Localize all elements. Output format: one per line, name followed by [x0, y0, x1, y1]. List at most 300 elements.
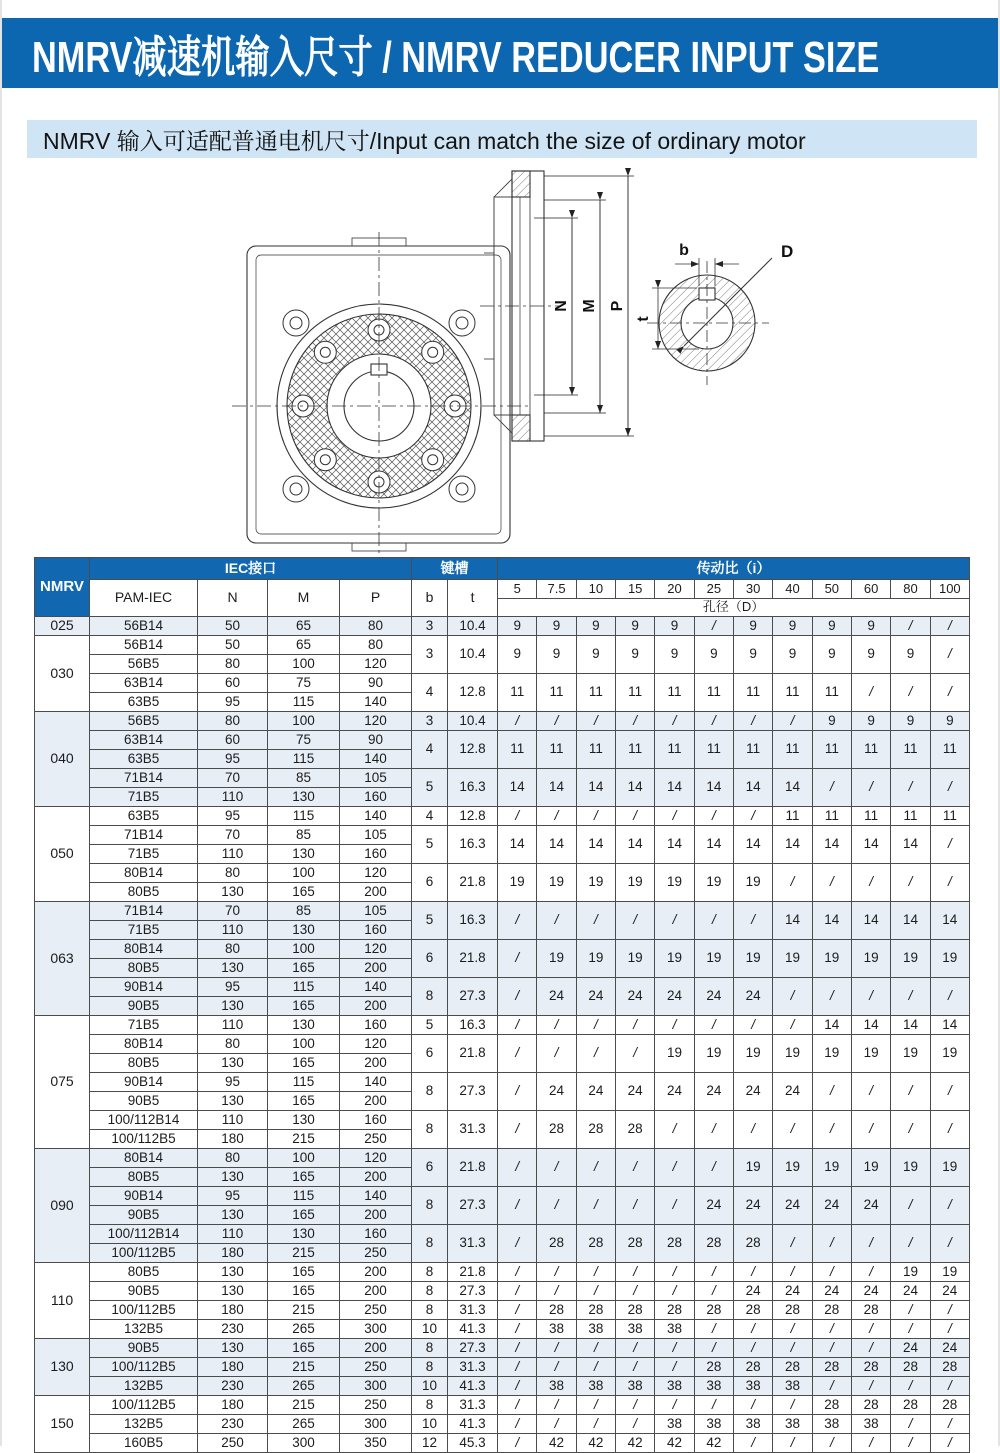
keyway-b-cell: 12 [412, 1434, 448, 1453]
bore-diameter-cell: / [498, 1073, 537, 1111]
dim-p-cell: 200 [340, 1054, 412, 1073]
bore-diameter-cell: 19 [655, 1035, 694, 1073]
bore-diameter-cell: 28 [576, 1225, 615, 1263]
bore-diameter-cell: 19 [773, 1149, 812, 1187]
dim-n-cell: 130 [198, 1206, 268, 1225]
dim-n-cell: 180 [198, 1244, 268, 1263]
bore-diameter-cell: / [498, 1016, 537, 1035]
keyway-t-cell: 21.8 [448, 864, 498, 902]
bore-diameter-cell: / [498, 1396, 537, 1415]
bore-diameter-cell: / [812, 1434, 851, 1453]
bore-diameter-cell: / [851, 674, 890, 712]
dim-p-cell: 200 [340, 1206, 412, 1225]
bore-diameter-cell: 28 [891, 1358, 930, 1377]
bore-diameter-cell: / [851, 769, 890, 807]
header-ratio-value: 40 [773, 580, 812, 599]
bore-diameter-cell: 24 [851, 1282, 890, 1301]
bore-diameter-cell: 14 [851, 826, 890, 864]
header-keyway-group: 键槽 [412, 558, 498, 580]
dim-p-cell: 120 [340, 1035, 412, 1054]
bore-diameter-cell: 28 [537, 1111, 576, 1149]
table-row [35, 1073, 970, 1092]
bore-diameter-cell: / [537, 1263, 576, 1282]
bore-diameter-cell: / [812, 1339, 851, 1358]
bore-diameter-cell: 24 [537, 1073, 576, 1111]
bore-diameter-cell: / [655, 1358, 694, 1377]
bore-diameter-cell: / [498, 1434, 537, 1453]
bore-diameter-cell: 9 [851, 636, 890, 674]
bore-diameter-cell: / [773, 864, 812, 902]
bore-diameter-cell: 11 [891, 807, 930, 826]
keyway-t-cell: 27.3 [448, 1073, 498, 1111]
bore-diameter-cell: / [851, 1377, 890, 1396]
bore-diameter-cell: / [498, 712, 537, 731]
bore-diameter-cell: / [891, 1415, 930, 1434]
bore-diameter-cell: 11 [851, 807, 890, 826]
bore-diameter-cell: / [576, 807, 615, 826]
pam-iec-cell: 63B5 [90, 750, 198, 769]
pam-iec-cell: 71B5 [90, 845, 198, 864]
bore-diameter-cell: 28 [812, 1396, 851, 1415]
bore-diameter-cell: 28 [851, 1396, 890, 1415]
keyway-b-cell: 4 [412, 807, 448, 826]
nmrv-size-cell: 050 [35, 807, 90, 902]
bore-diameter-cell: 11 [537, 674, 576, 712]
bore-diameter-cell: / [537, 807, 576, 826]
bore-diameter-cell: / [930, 636, 969, 674]
keyway-t-cell: 21.8 [448, 1149, 498, 1187]
bore-diameter-cell: / [655, 1149, 694, 1187]
bore-diameter-cell: 28 [694, 1358, 733, 1377]
bore-diameter-cell: 38 [734, 1415, 773, 1434]
table-row [35, 1149, 970, 1168]
bore-diameter-cell: / [655, 712, 694, 731]
bore-diameter-cell: 14 [812, 1016, 851, 1035]
dim-p-cell: 200 [340, 883, 412, 902]
pam-iec-cell: 90B5 [90, 1339, 198, 1358]
table-row [35, 807, 970, 826]
keyway-b-cell: 8 [412, 1301, 448, 1320]
dim-m-cell: 165 [268, 959, 340, 978]
bore-diameter-cell: / [694, 1111, 733, 1149]
bore-diameter-cell: / [576, 902, 615, 940]
keyway-t-cell: 31.3 [448, 1301, 498, 1320]
bore-diameter-cell: 38 [734, 1377, 773, 1396]
keyway-b-cell: 6 [412, 864, 448, 902]
bore-diameter-cell: / [655, 1111, 694, 1149]
bore-diameter-cell: 28 [851, 1301, 890, 1320]
bore-diameter-cell: 19 [812, 1149, 851, 1187]
bore-diameter-cell: / [851, 1339, 890, 1358]
bore-diameter-cell: 19 [694, 1035, 733, 1073]
bore-diameter-cell: / [576, 1187, 615, 1225]
dim-p-cell: 250 [340, 1396, 412, 1415]
dim-p-cell: 300 [340, 1320, 412, 1339]
dimension-label-n: N [553, 300, 570, 312]
keyway-t-cell: 21.8 [448, 1035, 498, 1073]
bore-diameter-cell: 11 [694, 731, 733, 769]
header-ratio-value: 5 [498, 580, 537, 599]
bore-diameter-cell: / [930, 674, 969, 712]
dim-p-cell: 105 [340, 826, 412, 845]
bore-diameter-cell: / [576, 1282, 615, 1301]
spec-table [34, 557, 970, 1453]
dimension-label-d: D [781, 242, 794, 261]
bore-diameter-cell: / [930, 1073, 969, 1111]
bore-diameter-cell: 24 [694, 1187, 733, 1225]
bore-diameter-cell: / [734, 1111, 773, 1149]
bore-diameter-cell: 9 [891, 712, 930, 731]
pam-iec-cell: 71B5 [90, 788, 198, 807]
bore-diameter-cell: 19 [576, 940, 615, 978]
bore-diameter-cell: / [616, 1149, 655, 1187]
bore-diameter-cell: 38 [812, 1415, 851, 1434]
pam-iec-cell: 100/112B5 [90, 1358, 198, 1377]
bore-diameter-cell: 9 [851, 617, 890, 636]
nmrv-size-cell: 075 [35, 1016, 90, 1149]
keyway-b-cell: 5 [412, 902, 448, 940]
bore-diameter-cell: 9 [576, 636, 615, 674]
pam-iec-cell: 100/112B5 [90, 1301, 198, 1320]
dim-n-cell: 110 [198, 788, 268, 807]
keyway-t-cell: 10.4 [448, 712, 498, 731]
dim-p-cell: 140 [340, 978, 412, 997]
pam-iec-cell: 90B5 [90, 997, 198, 1016]
table-row [35, 1320, 970, 1339]
dim-p-cell: 120 [340, 864, 412, 883]
bore-diameter-cell: 11 [734, 731, 773, 769]
bore-diameter-cell: 28 [616, 1225, 655, 1263]
keyway-b-cell: 10 [412, 1377, 448, 1396]
bore-diameter-cell: 19 [773, 1035, 812, 1073]
bore-diameter-cell: 24 [694, 978, 733, 1016]
bore-diameter-cell: / [891, 674, 930, 712]
bore-diameter-cell: / [616, 1187, 655, 1225]
header-ratio-value: 80 [891, 580, 930, 599]
header-group-row [35, 558, 970, 580]
bore-diameter-cell: 11 [537, 731, 576, 769]
bore-diameter-cell: / [891, 1320, 930, 1339]
bore-diameter-cell: / [655, 807, 694, 826]
technical-drawing [232, 158, 1000, 556]
keyway-b-cell: 8 [412, 1358, 448, 1377]
title-banner [2, 18, 998, 88]
keyway-t-cell: 41.3 [448, 1415, 498, 1434]
bore-diameter-cell: 28 [891, 1396, 930, 1415]
bore-diameter-cell: / [773, 1339, 812, 1358]
table-row [35, 1016, 970, 1035]
header-ratio-value: 50 [812, 580, 851, 599]
dim-p-cell: 350 [340, 1434, 412, 1453]
dim-p-cell: 160 [340, 1225, 412, 1244]
dim-p-cell: 200 [340, 997, 412, 1016]
bore-diameter-cell: 9 [694, 636, 733, 674]
keyway-t-cell: 16.3 [448, 826, 498, 864]
bore-diameter-cell: 38 [576, 1320, 615, 1339]
bore-diameter-cell: / [498, 1358, 537, 1377]
bore-diameter-cell: 38 [616, 1320, 655, 1339]
keyway-b-cell: 4 [412, 674, 448, 712]
dim-p-cell: 120 [340, 655, 412, 674]
dim-n-cell: 60 [198, 731, 268, 750]
bore-diameter-cell: / [616, 1282, 655, 1301]
bore-diameter-cell: 14 [851, 1016, 890, 1035]
table-row [35, 712, 970, 731]
dim-m-cell: 300 [268, 1434, 340, 1453]
bore-diameter-cell: 28 [773, 1358, 812, 1377]
pam-iec-cell: 132B5 [90, 1415, 198, 1434]
bore-diameter-cell: / [773, 1320, 812, 1339]
table-row [35, 1225, 970, 1244]
dim-p-cell: 300 [340, 1377, 412, 1396]
bore-diameter-cell: / [498, 1301, 537, 1320]
dim-m-cell: 215 [268, 1130, 340, 1149]
pam-iec-cell: 132B5 [90, 1377, 198, 1396]
dim-p-cell: 300 [340, 1415, 412, 1434]
bore-diameter-cell: 11 [576, 731, 615, 769]
pam-iec-cell: 63B14 [90, 674, 198, 693]
bore-diameter-cell: 11 [930, 731, 969, 769]
keyway-b-cell: 4 [412, 731, 448, 769]
spec-table-header [35, 558, 970, 617]
pam-iec-cell: 100/112B14 [90, 1111, 198, 1130]
keyway-t-cell: 21.8 [448, 1263, 498, 1282]
dim-m-cell: 215 [268, 1301, 340, 1320]
bore-diameter-cell: 24 [576, 1073, 615, 1111]
dim-m-cell: 100 [268, 864, 340, 883]
dim-n-cell: 110 [198, 1225, 268, 1244]
bore-diameter-cell: 19 [537, 864, 576, 902]
keyway-b-cell: 6 [412, 1035, 448, 1073]
keyway-b-cell: 8 [412, 978, 448, 1016]
keyway-b-cell: 5 [412, 1016, 448, 1035]
header-ratio-value: 10 [576, 580, 615, 599]
bore-diameter-cell: 19 [851, 1035, 890, 1073]
pam-iec-cell: 160B5 [90, 1434, 198, 1453]
bore-diameter-cell: 14 [773, 826, 812, 864]
bore-diameter-cell: 9 [498, 636, 537, 674]
bore-diameter-cell: 24 [930, 1339, 969, 1358]
dimension-label-t: t [635, 316, 652, 322]
bore-diameter-cell: 38 [694, 1415, 733, 1434]
gearbox-front-view [232, 232, 528, 556]
bore-diameter-cell: / [930, 1301, 969, 1320]
dimension-label-b: b [679, 242, 689, 259]
bore-diameter-cell: / [891, 1434, 930, 1453]
bore-diameter-cell: / [694, 1320, 733, 1339]
bore-diameter-cell: / [498, 1282, 537, 1301]
bore-diameter-cell: / [812, 1073, 851, 1111]
bore-diameter-cell: / [891, 1301, 930, 1320]
bore-diameter-cell: / [734, 1396, 773, 1415]
table-row [35, 1187, 970, 1206]
bore-diameter-cell: 19 [891, 1035, 930, 1073]
bore-diameter-cell: / [537, 902, 576, 940]
bore-diameter-cell: 9 [773, 617, 812, 636]
bore-diameter-cell: 28 [537, 1301, 576, 1320]
bore-diameter-cell: 14 [930, 902, 969, 940]
dim-n-cell: 180 [198, 1130, 268, 1149]
keyway-t-cell: 31.3 [448, 1225, 498, 1263]
dim-n-cell: 95 [198, 978, 268, 997]
bore-diameter-cell: / [694, 1339, 733, 1358]
bore-diameter-cell: / [576, 1358, 615, 1377]
bore-diameter-cell: / [498, 1263, 537, 1282]
bore-diameter-cell: 24 [616, 1073, 655, 1111]
bore-diameter-cell: 42 [694, 1434, 733, 1453]
bore-diameter-cell: 14 [694, 826, 733, 864]
bore-diameter-cell: / [537, 1415, 576, 1434]
pam-iec-cell: 80B5 [90, 1168, 198, 1187]
bore-diameter-cell: 19 [891, 1149, 930, 1187]
dim-n-cell: 95 [198, 807, 268, 826]
table-row [35, 826, 970, 845]
keyway-t-cell: 45.3 [448, 1434, 498, 1453]
dim-n-cell: 95 [198, 750, 268, 769]
bore-diameter-cell: 11 [655, 731, 694, 769]
bore-diameter-cell: / [773, 1396, 812, 1415]
bore-diameter-cell: 14 [891, 902, 930, 940]
dim-n-cell: 95 [198, 693, 268, 712]
bore-diameter-cell: 19 [655, 940, 694, 978]
bore-diameter-cell: 9 [812, 636, 851, 674]
bore-diameter-cell: 9 [616, 617, 655, 636]
dim-n-cell: 130 [198, 1168, 268, 1187]
header-ratio-value: 30 [734, 580, 773, 599]
bore-diameter-cell: 14 [498, 826, 537, 864]
bore-diameter-cell: 9 [537, 617, 576, 636]
pam-iec-cell: 80B14 [90, 864, 198, 883]
bore-diameter-cell: 11 [498, 731, 537, 769]
bore-diameter-cell: 14 [773, 769, 812, 807]
bore-diameter-cell: / [694, 712, 733, 731]
dim-m-cell: 100 [268, 655, 340, 674]
table-row [35, 731, 970, 750]
nmrv-size-cell: 063 [35, 902, 90, 1016]
header-b: b [412, 580, 448, 617]
bore-diameter-cell: 11 [576, 674, 615, 712]
pam-iec-cell: 80B14 [90, 1149, 198, 1168]
bore-diameter-cell: / [930, 1187, 969, 1225]
bore-diameter-cell: 14 [734, 769, 773, 807]
bore-diameter-cell: / [616, 1035, 655, 1073]
bore-diameter-cell: 11 [616, 674, 655, 712]
bore-diameter-cell: 14 [537, 826, 576, 864]
bore-diameter-cell: 38 [655, 1377, 694, 1396]
bore-detail-view [635, 242, 793, 385]
bore-diameter-cell: / [655, 1263, 694, 1282]
dim-m-cell: 130 [268, 921, 340, 940]
bore-diameter-cell: / [537, 1187, 576, 1225]
dim-p-cell: 250 [340, 1358, 412, 1377]
bore-diameter-cell: 24 [734, 1282, 773, 1301]
reducer-drawing-svg [232, 158, 1000, 556]
bore-diameter-cell: / [773, 1263, 812, 1282]
bore-diameter-cell: 11 [930, 807, 969, 826]
bore-diameter-cell: / [930, 1225, 969, 1263]
pam-iec-cell: 80B14 [90, 1035, 198, 1054]
dim-m-cell: 100 [268, 1149, 340, 1168]
bore-diameter-cell: 42 [537, 1434, 576, 1453]
bore-diameter-cell: / [930, 1111, 969, 1149]
bore-diameter-cell: / [616, 1396, 655, 1415]
bore-diameter-cell: / [537, 1016, 576, 1035]
dim-m-cell: 75 [268, 731, 340, 750]
pam-iec-cell: 80B5 [90, 959, 198, 978]
bore-diameter-cell: 28 [930, 1358, 969, 1377]
table-row [35, 1282, 970, 1301]
bore-diameter-cell: 9 [773, 636, 812, 674]
bore-diameter-cell: 9 [498, 617, 537, 636]
dim-n-cell: 130 [198, 997, 268, 1016]
bore-diameter-cell: / [734, 1320, 773, 1339]
keyway-b-cell: 8 [412, 1187, 448, 1225]
bore-diameter-cell: 14 [694, 769, 733, 807]
dim-n-cell: 110 [198, 921, 268, 940]
header-ratio-value: 7.5 [537, 580, 576, 599]
dim-p-cell: 140 [340, 693, 412, 712]
bore-diameter-cell: 14 [616, 769, 655, 807]
bore-diameter-cell: 19 [734, 1149, 773, 1187]
bore-diameter-cell: 9 [537, 636, 576, 674]
dim-m-cell: 165 [268, 1206, 340, 1225]
bore-diameter-cell: 19 [576, 864, 615, 902]
bore-diameter-cell: / [694, 617, 733, 636]
dimension-label-p: P [609, 300, 626, 312]
pam-iec-cell: 71B5 [90, 1016, 198, 1035]
bore-diameter-cell: / [616, 807, 655, 826]
dim-m-cell: 75 [268, 674, 340, 693]
bore-diameter-cell: / [655, 1282, 694, 1301]
bore-diameter-cell: / [498, 978, 537, 1016]
bore-diameter-cell: 14 [576, 769, 615, 807]
bore-diameter-cell: / [694, 1263, 733, 1282]
dim-m-cell: 265 [268, 1415, 340, 1434]
subtitle-bar [27, 120, 977, 158]
bore-diameter-cell: 19 [930, 1263, 969, 1282]
dim-p-cell: 140 [340, 750, 412, 769]
keyway-b-cell: 3 [412, 712, 448, 731]
pam-iec-cell: 71B5 [90, 921, 198, 940]
bore-diameter-cell: / [930, 769, 969, 807]
bore-diameter-cell: 9 [655, 617, 694, 636]
bore-diameter-cell: / [812, 1377, 851, 1396]
bore-diameter-cell: 19 [734, 940, 773, 978]
bore-diameter-cell: 14 [930, 1016, 969, 1035]
dim-m-cell: 65 [268, 636, 340, 655]
bore-diameter-cell: 11 [773, 674, 812, 712]
bore-diameter-cell: / [498, 902, 537, 940]
bore-diameter-cell: 19 [537, 940, 576, 978]
pam-iec-cell: 63B5 [90, 693, 198, 712]
table-row [35, 1415, 970, 1434]
bore-diameter-cell: 24 [773, 1073, 812, 1111]
bore-diameter-cell: 24 [773, 1187, 812, 1225]
pam-iec-cell: 90B14 [90, 1073, 198, 1092]
dim-m-cell: 85 [268, 902, 340, 921]
bore-diameter-cell: 19 [812, 1035, 851, 1073]
bore-diameter-cell: 28 [616, 1111, 655, 1149]
dim-n-cell: 80 [198, 1035, 268, 1054]
bore-diameter-cell: 14 [616, 826, 655, 864]
bore-diameter-cell: 24 [812, 1282, 851, 1301]
dim-m-cell: 130 [268, 788, 340, 807]
bore-diameter-cell: 19 [734, 864, 773, 902]
page-title: NMRV减速机输入尺寸 / NMRV REDUCER INPUT SIZE [32, 33, 880, 82]
bore-diameter-cell: / [576, 1016, 615, 1035]
keyway-b-cell: 3 [412, 636, 448, 674]
pam-iec-cell: 100/112B5 [90, 1244, 198, 1263]
